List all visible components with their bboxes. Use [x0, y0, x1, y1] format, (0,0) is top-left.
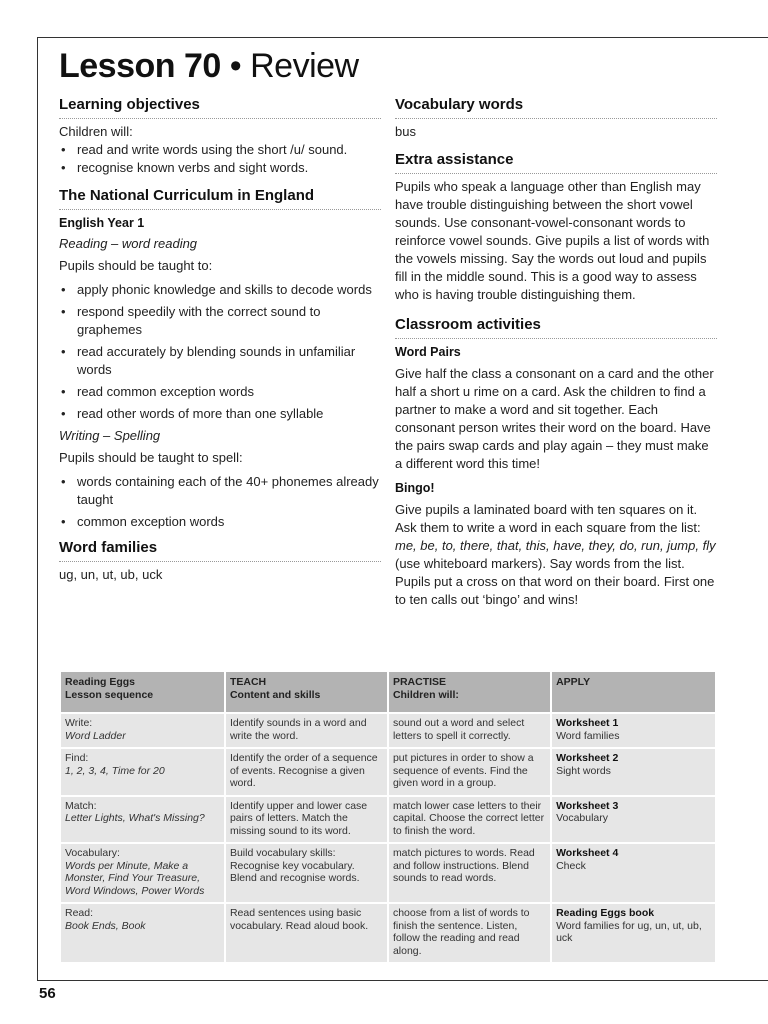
cell-practise: put pictures in order to show a sequence of events. Find the given word in a group. [389, 749, 550, 795]
table-header-row [61, 672, 715, 712]
header-apply: APPLY [552, 672, 715, 712]
writing-list [59, 473, 381, 531]
writing-intro: Pupils should be taught to spell: [59, 450, 243, 465]
list-item: • read common exception words [59, 383, 381, 401]
assistance-text: Pupils who speak a language other than English may have trouble distinguishing between the short vowel sounds. Use consonant-vowel-consonant words to reinforce vowel sounds. Give pupils a list of words with the vowels missing. Say the words out loud and pupils fill in the middle sound. This is a good way to assess who is having trouble distinguishing them. [395, 179, 710, 302]
page-number: 56 [39, 985, 56, 1002]
word-pairs-title: Word Pairs [395, 345, 461, 359]
lesson-sequence-table [59, 670, 717, 964]
list-item: • read other words of more than one syllable [59, 405, 381, 423]
cell-apply: Worksheet 3 Vocabulary [552, 797, 715, 843]
cell-apply: Worksheet 4 Check [552, 844, 715, 902]
list-item: • words containing each of the 40+ phonemes already taught [59, 473, 381, 509]
right-column [395, 92, 717, 615]
lesson-topic: Review [250, 47, 359, 85]
curriculum-heading: The National Curriculum in England [59, 183, 381, 210]
table-row [61, 714, 715, 747]
reading-list [59, 281, 381, 423]
table-row [61, 797, 715, 843]
left-column [59, 92, 381, 590]
writing-label: Writing – Spelling [59, 428, 161, 443]
cell-teach: Identify the order of a sequence of events. Recognise a given word. [226, 749, 387, 795]
reading-intro: Pupils should be taught to: [59, 258, 213, 273]
header-lesson-sequence: Reading Eggs Lesson sequence [61, 672, 224, 712]
table-row [61, 904, 715, 962]
title-separator: • [220, 47, 251, 85]
list-item: • read accurately by blending sounds in unfamiliar words [59, 343, 381, 379]
cell-apply: Worksheet 2 Sight words [552, 749, 715, 795]
cell-sequence: Vocabulary: Words per Minute, Make a Monster, Find Your Treasure, Word Windows, Power Words [61, 844, 224, 902]
cell-teach: Identify sounds in a word and write the word. [226, 714, 387, 747]
cell-apply: Reading Eggs book Word families for ug, un, ut, ub, uck [552, 904, 715, 962]
table-row [61, 749, 715, 795]
objectives-heading: Learning objectives [59, 92, 381, 119]
word-families-heading: Word families [59, 535, 381, 562]
cell-practise: match lower case letters to their capital. Choose the correct letter to finish the word. [389, 797, 550, 843]
vocabulary-heading: Vocabulary words [395, 92, 717, 119]
word-families-text: ug, un, ut, ub, uck [59, 567, 163, 582]
bingo-word-list: me, be, to, there, that, this, have, they, do, run, jump, fly [395, 538, 716, 553]
bingo-text-end: (use whiteboard markers). Say words from the list. Pupils put a cross on that word on their board. First one to ten calls out ‘bingo’ and wins! [395, 556, 715, 607]
header-practise: PRACTISE Children will: [389, 672, 550, 712]
list-item: • apply phonic knowledge and skills to decode words [59, 281, 381, 299]
list-item: • recognise known verbs and sight words. [59, 159, 381, 177]
bingo-title: Bingo! [395, 481, 435, 495]
cell-apply: Worksheet 1 Word families [552, 714, 715, 747]
cell-teach: Build vocabulary skills: Recognise key vocabulary. Blend and recognise words. [226, 844, 387, 902]
page-title [59, 44, 359, 88]
lesson-number: Lesson 70 [59, 47, 221, 85]
cell-teach: Read sentences using basic vocabulary. Read aloud book. [226, 904, 387, 962]
list-item: • common exception words [59, 513, 381, 531]
word-pairs-text: Give half the class a consonant on a card and the other half a short u rime on a card. Ask the children to find a partner to make a word and sit together. Each consonant person writes their word on the board. Have the pairs swap cards and play again – they must make a different word this time! [395, 366, 714, 471]
table-row [61, 844, 715, 902]
cell-sequence: Read: Book Ends, Book [61, 904, 224, 962]
objectives-intro: Children will: [59, 124, 133, 139]
assistance-heading: Extra assistance [395, 147, 717, 174]
vocabulary-text: bus [395, 124, 416, 139]
cell-sequence: Match: Letter Lights, What's Missing? [61, 797, 224, 843]
bingo-text [395, 501, 717, 609]
list-item: • respond speedily with the correct sound to graphemes [59, 303, 381, 339]
header-teach: TEACH Content and skills [226, 672, 387, 712]
cell-practise: match pictures to words. Read and follow instructions. Blend sounds to read words. [389, 844, 550, 902]
cell-sequence: Write: Word Ladder [61, 714, 224, 747]
cell-practise: choose from a list of words to finish the sentence. Listen, follow the reading and read along. [389, 904, 550, 962]
reading-label: Reading – word reading [59, 236, 198, 251]
cell-sequence: Find: 1, 2, 3, 4, Time for 20 [61, 749, 224, 795]
activities-heading: Classroom activities [395, 312, 717, 339]
list-item: • read and write words using the short /u/ sound. [59, 141, 381, 159]
cell-practise: sound out a word and select letters to spell it correctly. [389, 714, 550, 747]
bingo-text-start: Give pupils a laminated board with ten squares on it. Ask them to write a word in each square from the list: [395, 502, 701, 535]
objectives-list [59, 141, 381, 177]
cell-teach: Identify upper and lower case pairs of letters. Match the missing sound to its word. [226, 797, 387, 843]
curriculum-subheading: English Year 1 [59, 216, 145, 230]
